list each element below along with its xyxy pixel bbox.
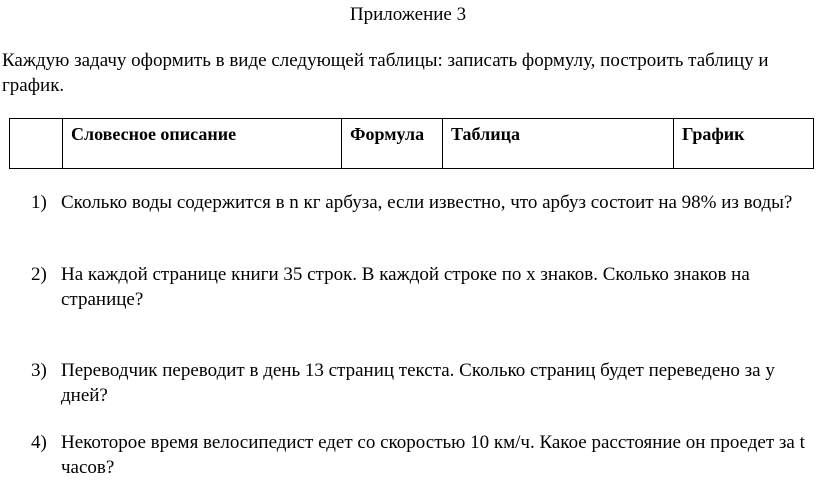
- table-cell-number: [10, 119, 63, 169]
- list-item: [31, 358, 816, 408]
- task-number: 2): [31, 264, 47, 285]
- list-item: [31, 430, 816, 480]
- table-cell-verbal-description: Словесное описание: [63, 119, 342, 169]
- task-text: Переводчик переводит в день 13 страниц текста. Сколько страниц будет переведено за у дней?: [61, 360, 775, 406]
- task-number: 4): [31, 432, 47, 453]
- list-item: [31, 262, 816, 312]
- task-number: 3): [31, 360, 47, 381]
- task-text: Некоторое время велосипедист едет со скоростью 10 км/ч. Какое расстояние он проедет за t часов?: [61, 432, 805, 478]
- task-layout-table: [9, 118, 814, 169]
- table-cell-formula: Формула: [342, 119, 443, 169]
- table-cell-graph: График: [674, 119, 814, 169]
- task-text: На каждой странице книги 35 строк. В каждой строке по х знаков. Сколько знаков на странице?: [61, 264, 750, 310]
- list-item: [31, 190, 816, 215]
- table-cell-table: Таблица: [443, 119, 674, 169]
- task-number: 1): [31, 192, 47, 213]
- task-text: Сколько воды содержится в n кг арбуза, если известно, что арбуз состоит на 98% из воды?: [61, 192, 793, 213]
- table-header-row: [10, 119, 814, 169]
- intro-paragraph: Каждую задачу оформить в виде следующей таблицы: записать формулу, построить таблицу и график.: [2, 50, 769, 96]
- appendix-title: Приложение 3: [349, 4, 467, 25]
